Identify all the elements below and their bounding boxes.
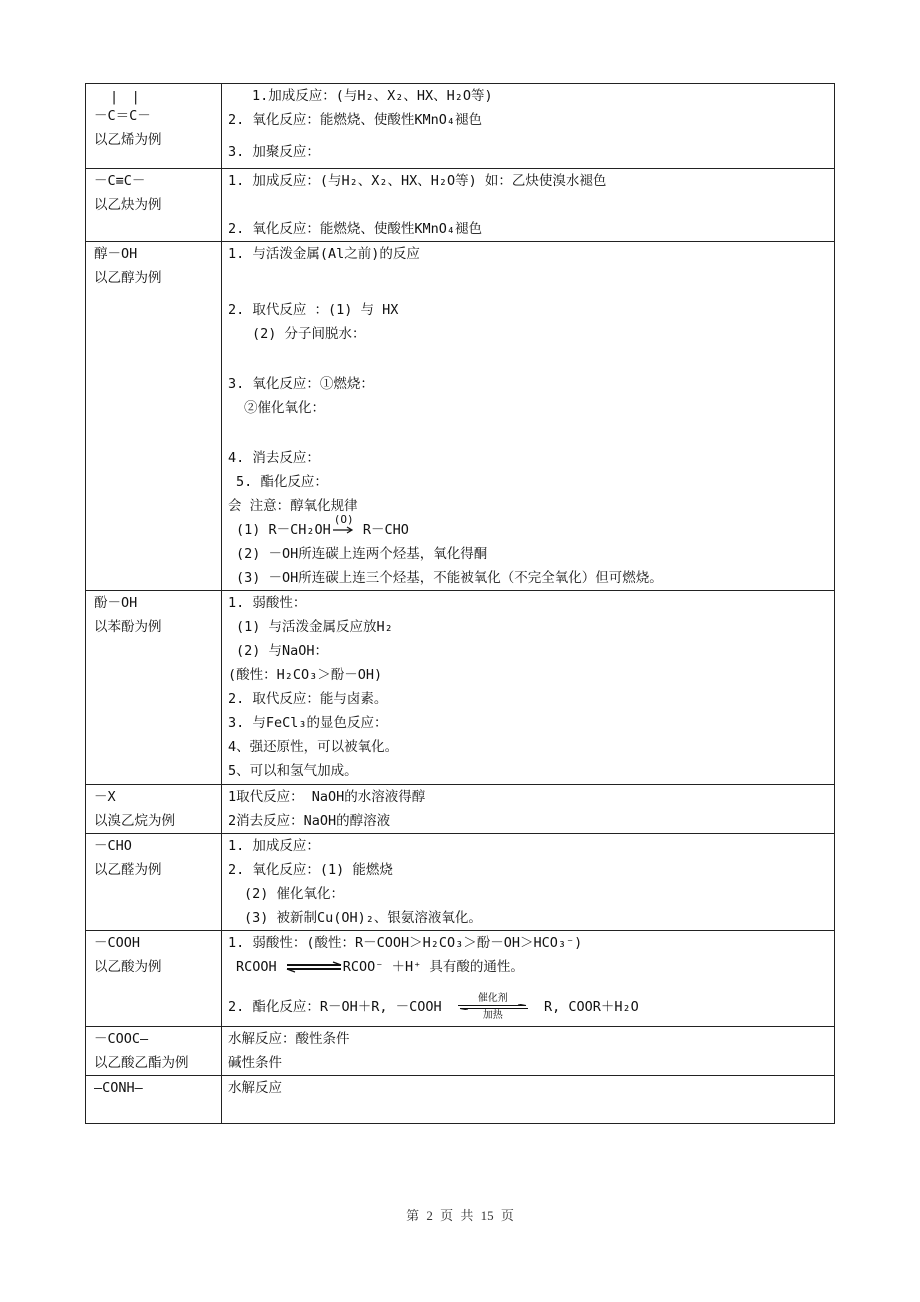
page-footer [0,1205,920,1224]
reaction-cell [222,1027,835,1076]
group-cell [86,1076,222,1124]
reaction-line: 1. 加成反应： [228,838,320,854]
oxidation-arrow [331,513,355,542]
group-label: 以苯酚为例 [94,619,162,635]
group-label: －X [94,789,116,805]
group-cell [86,591,222,785]
page-total: 15 [480,1208,494,1223]
group-label: －COOH [94,935,141,951]
reaction-line: 1. 弱酸性：(酸性：R－COOH＞H₂CO₃＞酚－OH＞HCO₃⁻) [228,935,583,951]
reaction-cell [222,242,835,591]
reaction-line: (3) －OH所连碳上连三个烃基，不能被氧化（不完全氧化）但可燃烧。 [236,570,663,586]
footer-text: 第 [406,1208,420,1223]
reaction-line: 2消去反应：NaOH的醇溶液 [228,813,391,829]
reaction-cell [222,1076,835,1124]
reaction-line: (3) 被新制Cu(OH)₂、银氨溶液氧化。 [244,910,482,926]
footer-text: 页 [500,1208,514,1223]
reaction-line: 2. 取代反应 ：(1) 与 HX [228,302,399,318]
catalyst-label: 催化剂 [477,993,508,1004]
reaction-cell [222,931,835,1027]
product-text: R－CHO [362,522,409,538]
group-cell [86,1027,222,1076]
group-label: 以乙烯为例 [94,132,162,148]
reaction-line: (2) 与NaOH： [236,643,329,659]
group-label: 以溴乙烷为例 [94,813,175,829]
reaction-line: 4、强还原性，可以被氧化。 [228,739,399,755]
table-row [86,1027,835,1076]
reactant-text: (1) R－CH₂OH [236,522,331,538]
reaction-cell [222,591,835,785]
reaction-line: 碱性条件 [228,1055,282,1071]
reaction-condition [458,993,528,1021]
group-label: 酚－OH [94,595,138,611]
reactant-text: 2. 酯化反应：R－OH＋R, －COOH [228,999,442,1015]
heat-label: 加热 [482,1010,503,1021]
table-row [86,84,835,169]
reaction-line: 3. 氧化反应：①燃烧： [228,376,374,392]
reaction-line: 1.加成反应：(与H₂、X₂、HX、H₂O等) [252,88,493,104]
reaction-cell [222,834,835,931]
group-label: －C＝C－ [94,108,151,124]
group-label: 醇－OH [94,246,138,262]
reaction-line: 4. 消去反应： [228,450,320,466]
reaction-line: 2. 取代反应：能与卤素。 [228,691,388,707]
reaction-line: (2) 分子间脱水： [252,326,366,342]
group-label: 以乙醛为例 [94,862,162,878]
reaction-cell [222,785,835,834]
reaction-line [228,993,828,1021]
oxidation-mark: (O) [333,513,354,526]
table-row [86,1076,835,1124]
group-label: —CONH— [94,1080,143,1096]
reaction-line: 2. 氧化反应：能燃烧、使酸性KMnO₄褪色 [228,112,483,128]
reaction-line: 1. 与活泼金属(Al之前)的反应 [228,246,420,262]
group-label: 以乙酸乙酯为例 [94,1055,189,1071]
reaction-line: 水解反应：酸性条件 [228,1031,350,1047]
reaction-line: 1. 弱酸性： [228,595,307,611]
group-label: 以乙炔为例 [94,197,162,213]
reaction-table [85,83,835,1124]
page-number: 2 [426,1208,433,1223]
table-row [86,169,835,242]
reaction-line: ②催化氧化： [244,400,325,416]
reaction-line: 3. 加聚反应： [228,144,320,160]
group-cell [86,931,222,1027]
table-row [86,785,835,834]
reaction-line [228,513,828,542]
reaction-line: 会 注意：醇氧化规律 [228,498,358,514]
reaction-line: 2. 氧化反应：能燃烧、使酸性KMnO₄褪色 [228,221,483,237]
footer-text: 共 [460,1208,474,1223]
reaction-cell [222,84,835,169]
group-label: －C≡C－ [94,173,146,189]
group-cell [86,169,222,242]
reaction-line: (2) 催化氧化： [244,886,345,902]
reaction-line: (1) 与活泼金属反应放H₂ [236,619,393,635]
product-text: R, COOR＋H₂O [543,999,639,1015]
group-label: 以乙醇为例 [94,270,162,286]
group-label: －CHO [94,838,132,854]
footer-text: 页 [440,1208,454,1223]
reaction-line: 3. 与FeCl₃的显色反应： [228,715,388,731]
group-label: －COOC— [94,1031,149,1047]
reaction-line: 2. 氧化反应：(1) 能燃烧 [228,862,393,878]
reaction-line: (酸性：H₂CO₃＞酚－OH) [228,667,383,683]
reactant-text: RCOOH [236,959,277,975]
group-cell [86,785,222,834]
table-row [86,834,835,931]
group-cell [86,834,222,931]
reaction-line: 1取代反应： NaOH的水溶液得醇 [228,789,426,805]
reaction-line: 1. 加成反应：(与H₂、X₂、HX、H₂O等) 如：乙炔使溴水褪色 [228,173,607,189]
group-label: | | [110,89,140,105]
group-cell [86,242,222,591]
reaction-cell [222,169,835,242]
table-row [86,591,835,785]
equilibrium-arrow-icon [285,961,343,973]
reaction-line: 5、可以和氢气加成。 [228,763,358,779]
reaction-line: 水解反应 [228,1080,282,1096]
product-text: RCOO⁻ ＋H⁺ 具有酸的通性。 [342,959,524,975]
group-label: 以乙酸为例 [94,959,162,975]
group-cell [86,84,222,169]
table-row [86,931,835,1027]
reaction-line: (2) －OH所连碳上连两个烃基，氧化得酮 [236,546,488,562]
table-row [86,242,835,591]
reaction-line [228,955,828,979]
reaction-line: 5. 酯化反应： [236,474,328,490]
